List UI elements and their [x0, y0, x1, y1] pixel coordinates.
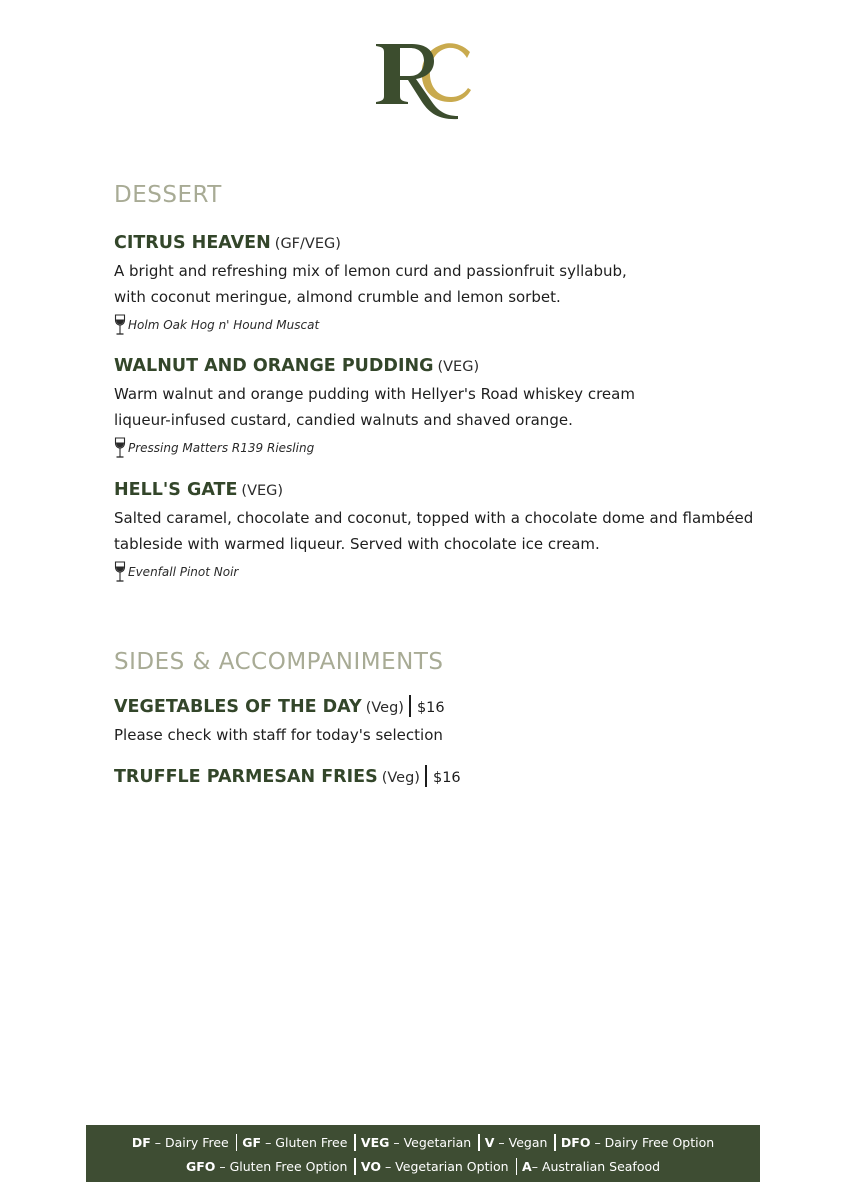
item-dietary-tag: (VEG) [241, 483, 284, 499]
legend-meaning: – Gluten Free Option [219, 1159, 348, 1174]
menu-item-citrus-heaven [114, 230, 754, 336]
legend-abbr: A [522, 1159, 532, 1174]
item-description [114, 722, 754, 748]
legend-meaning: – Gluten Free [265, 1135, 348, 1150]
item-name: CITRUS HEAVEN [114, 233, 271, 253]
legend-meaning: – Vegetarian [393, 1135, 472, 1150]
legend-meaning: – Vegetarian Option [384, 1159, 509, 1174]
dietary-legend-footer [86, 1125, 760, 1182]
legend-divider [354, 1134, 356, 1151]
price-divider [425, 765, 427, 787]
price-divider [409, 695, 411, 717]
description-line: with coconut meringue, almond crumble and lemon sorbet. [114, 288, 561, 306]
legend-divider [478, 1134, 480, 1151]
description-line: Please check with staff for today's selection [114, 726, 443, 744]
item-name: WALNUT AND ORANGE PUDDING [114, 356, 434, 376]
legend-abbr: V [484, 1135, 495, 1150]
legend-divider [236, 1134, 238, 1151]
wine-glass-icon [114, 314, 126, 336]
restaurant-logo [372, 40, 476, 120]
item-dietary-tag: (VEG) [437, 359, 480, 375]
legend-abbr: GF [242, 1135, 262, 1150]
legend-abbr: GFO [185, 1159, 216, 1174]
item-name: TRUFFLE PARMESAN FRIES [114, 767, 378, 787]
rc-logo-mark [372, 40, 476, 120]
legend-meaning: – Australian Seafood [531, 1159, 661, 1174]
item-name: VEGETABLES OF THE DAY [114, 697, 362, 717]
legend-meaning: – Dairy Free [154, 1135, 229, 1150]
item-dietary-tag: (Veg) [365, 700, 404, 716]
wine-pairing [114, 437, 754, 459]
sides-section-title: SIDES & ACCOMPANIMENTS [114, 649, 444, 675]
legend-divider [516, 1158, 518, 1175]
item-name: HELL'S GATE [114, 480, 238, 500]
wine-glass-icon [114, 437, 126, 459]
pairing-wine: Pressing Matters R139 Riesling [128, 441, 315, 455]
legend-divider [554, 1134, 556, 1151]
description-line: liqueur-infused custard, candied walnuts and shaved orange. [114, 411, 573, 429]
legend-abbr: DFO [560, 1135, 591, 1150]
description-line: tableside with warmed liqueur. Served with chocolate ice cream. [114, 535, 600, 553]
legend-abbr: DF [131, 1135, 151, 1150]
menu-item-vegetables-of-the-day [114, 694, 754, 748]
legend-abbr: VEG [360, 1135, 390, 1150]
item-dietary-tag: (GF/VEG) [274, 236, 341, 252]
wine-pairing [114, 561, 754, 583]
menu-item-walnut-orange-pudding [114, 353, 754, 459]
item-description [114, 381, 754, 433]
wine-pairing [114, 314, 754, 336]
legend-meaning: – Dairy Free Option [594, 1135, 715, 1150]
legend-line-2 [86, 1158, 760, 1176]
wine-glass-icon [114, 561, 126, 583]
item-price: $16 [432, 770, 461, 786]
legend-divider [354, 1158, 356, 1175]
legend-meaning: – Vegan [498, 1135, 548, 1150]
menu-item-truffle-parmesan-fries [114, 764, 754, 791]
pairing-wine: Holm Oak Hog n' Hound Muscat [128, 318, 320, 332]
menu-item-hells-gate [114, 477, 754, 583]
item-dietary-tag: (Veg) [381, 770, 420, 786]
dessert-section-title: DESSERT [114, 182, 222, 208]
description-line: Warm walnut and orange pudding with Hellyer's Road whiskey cream [114, 385, 635, 403]
legend-abbr: VO [360, 1159, 381, 1174]
legend-line-1 [86, 1134, 760, 1152]
item-description [114, 258, 754, 310]
pairing-wine: Evenfall Pinot Noir [128, 565, 239, 579]
description-line: A bright and refreshing mix of lemon curd and passionfruit syllabub, [114, 262, 627, 280]
item-price: $16 [416, 700, 445, 716]
item-description [114, 505, 754, 557]
description-line: Salted caramel, chocolate and coconut, topped with a chocolate dome and flambéed [114, 509, 754, 527]
